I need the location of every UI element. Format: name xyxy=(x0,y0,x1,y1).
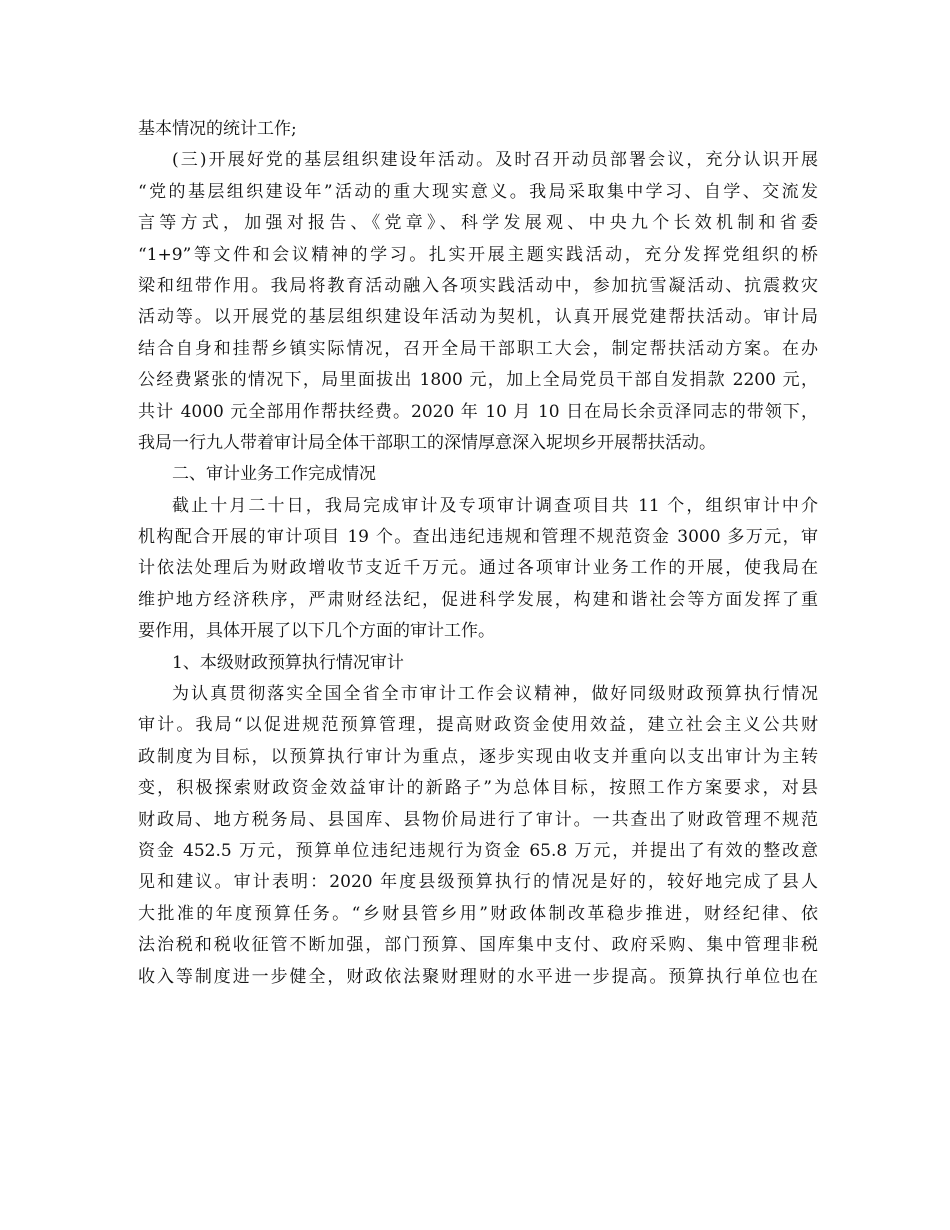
text-line: 言等方式，加强对报告、《党章》、科学发展观、中央九个长效机制和省委 xyxy=(138,213,818,234)
text-line: 资金 452.5 万元，预算单位违纪违规行为资金 65.8 万元，并提出了有效的整改意 xyxy=(138,840,818,861)
text-line: 审计。我局“以促进规范预算管理，提高财政资金使用效益，建立社会主义公共财 xyxy=(138,715,818,736)
text-line: 收入等制度进一步健全，财政依法聚财理财的水平进一步提高。预算执行单位也在 xyxy=(138,966,818,987)
text-line: 活动等。以开展党的基层组织建设年活动为契机，认真开展党建帮扶活动。审计局 xyxy=(138,307,818,328)
text-line: 机构配合开展的审计项目 19 个。查出违纪违规和管理不规范资金 3000 多万元，审 xyxy=(138,527,818,548)
document-body xyxy=(138,114,818,993)
text-line: 公经费紧张的情况下，局里面拔出 1800 元，加上全局党员干部自发捐款 2200 元， xyxy=(138,370,818,391)
text-line: 梁和纽带作用。我局将教育活动融入各项实践活动中，参加抗雪凝活动、抗震救灾 xyxy=(138,275,818,296)
text-line: “1+9”等文件和会议精神的学习。扎实开展主题实践活动，充分发挥党组织的桥 xyxy=(138,244,818,265)
text-line: 1、本级财政预算执行情况审计 xyxy=(172,652,404,673)
text-line: 为认真贯彻落实全国全省全市审计工作会议精神，做好同级财政预算执行情况 xyxy=(172,684,818,705)
text-line: 财政局、地方税务局、县国库、县物价局进行了审计。一共查出了财政管理不规范 xyxy=(138,809,818,830)
text-line: 维护地方经济秩序，严肃财经法纪，促进科学发展，构建和谐社会等方面发挥了重 xyxy=(138,589,818,610)
text-line: 见和建议。审计表明：2020 年度县级预算执行的情况是好的，较好地完成了县人 xyxy=(138,872,818,893)
text-line: 结合自身和挂帮乡镇实际情况，召开全局干部职工大会，制定帮扶活动方案。在办 xyxy=(138,338,818,359)
text-line: “党的基层组织建设年”活动的重大现实意义。我局采取集中学习、自学、交流发 xyxy=(138,181,818,202)
text-line: 共计 4000 元全部用作帮扶经费。2020 年 10 月 10 日在局长余贡泽同志的带领下， xyxy=(138,401,818,422)
text-line: 截止十月二十日，我局完成审计及专项审计调查项目共 11 个，组织审计中介 xyxy=(172,495,818,516)
text-line: 我局一行九人带着审计局全体干部职工的深情厚意深入坭坝乡开展帮扶活动。 xyxy=(138,432,716,453)
text-line: 政制度为目标，以预算执行审计为重点，逐步实现由收支并重向以支出审计为主转 xyxy=(138,746,818,767)
text-line: 大批准的年度预算任务。“乡财县管乡用”财政体制改革稳步推进，财经纪律、依 xyxy=(138,903,818,924)
text-line: 基本情况的统计工作; xyxy=(138,119,297,139)
text-line: 法治税和税收征管不断加强，部门预算、国库集中支付、政府采购、集中管理非税 xyxy=(138,935,818,956)
text-line: 二、审计业务工作完成情况 xyxy=(172,464,376,485)
text-line: (三)开展好党的基层组织建设年活动。及时召开动员部署会议，充分认识开展 xyxy=(172,150,818,171)
text-line: 变，积极探索财政资金效益审计的新路子”为总体目标，按照工作方案要求，对县 xyxy=(138,778,818,799)
text-line: 计依法处理后为财政增收节支近千万元。通过各项审计业务工作的开展，使我局在 xyxy=(138,558,818,579)
text-line: 要作用，具体开展了以下几个方面的审计工作。 xyxy=(138,621,495,642)
